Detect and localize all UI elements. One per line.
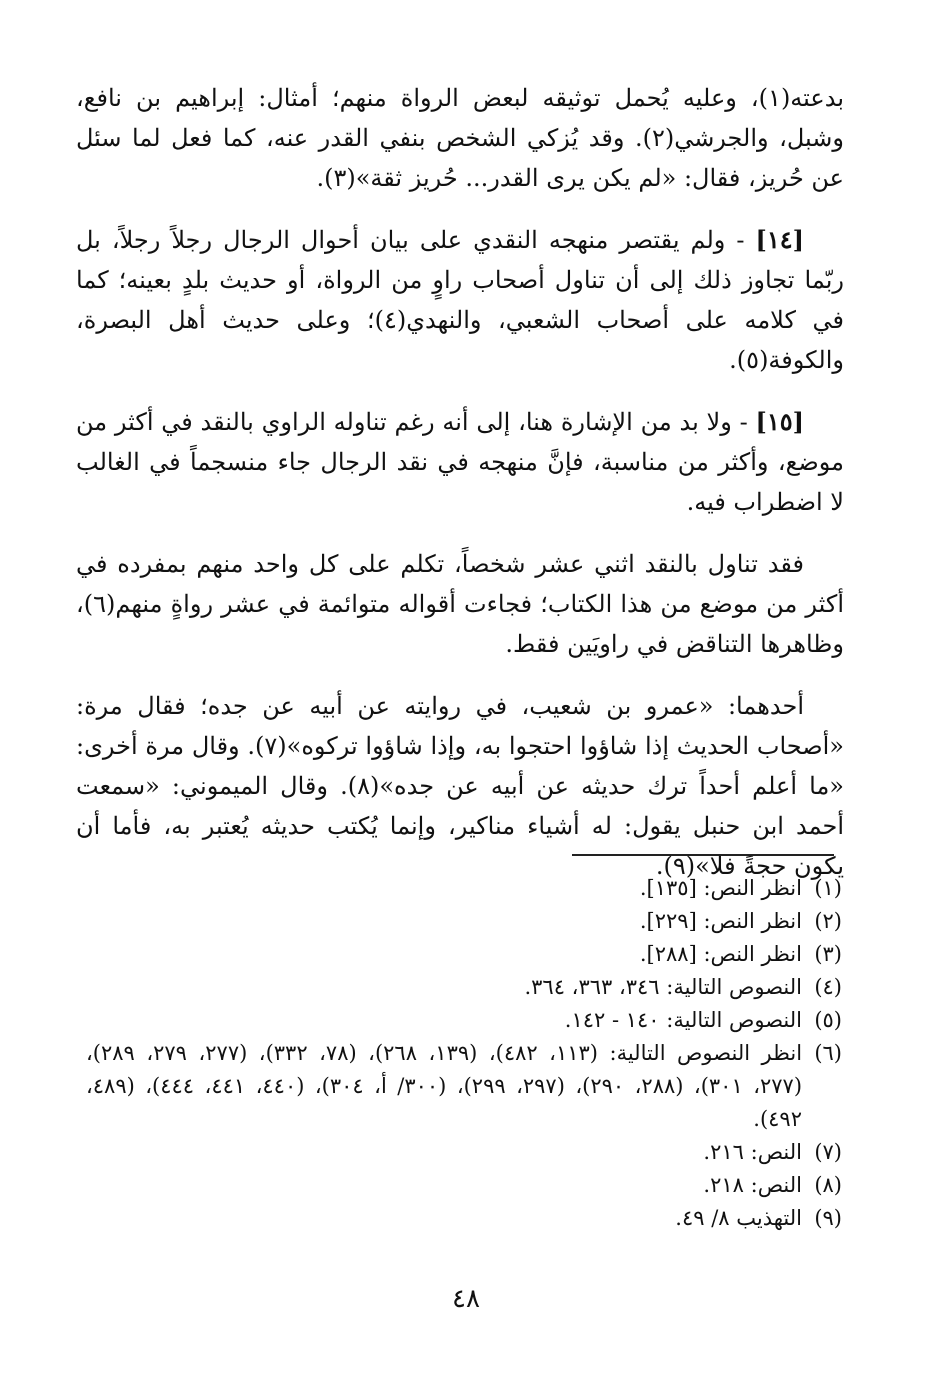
footnote-number: (٥) — [814, 1008, 842, 1032]
paragraph-text: أحدهما: «عمرو بن شعيب، في روايته عن أبيه عن جده؛ فقال مرة: «أصحاب الحديث إذا شاؤوا احتجوا به، وإذا شاؤوا تركوه»(٧). وقال مرة أخرى: «ما أعلم أحداً ترك حديثه عن أبيه عن جده»(٨). وقال الميموني: «سمعت أحمد ابن حنبل يقول: له أشياء مناكير، وإنما يُكتب حديثه يُعتبر به، فأما أن يكون حجةً فلا»(٩). — [76, 692, 844, 880]
paragraph-14 — [76, 220, 844, 380]
footnote-number: (٦) — [814, 1041, 842, 1065]
footnote — [86, 1202, 842, 1235]
footnote-number: (٤) — [814, 975, 842, 999]
footnote-number: (٩) — [814, 1206, 842, 1230]
footnote — [86, 1136, 842, 1169]
footnotes — [86, 872, 842, 1235]
footnote — [86, 1004, 842, 1037]
footnote-text: انظر النص: [١٣٥]. — [639, 876, 802, 900]
footnote-text: التهذيب ٨/ ٤٩. — [675, 1206, 802, 1230]
footnote-number: (٢) — [814, 909, 842, 933]
footnote — [86, 872, 842, 905]
paragraph-4 — [76, 544, 844, 664]
footnote-text: النصوص التالية: ١٤٠ - ١٤٢. — [564, 1008, 802, 1032]
paragraph-number: [١٤] — [755, 225, 804, 254]
footnote — [86, 1169, 842, 1202]
page-number: ٤٨ — [452, 1284, 480, 1314]
paragraph-text: بدعته(١)، وعليه يُحمل توثيقه لبعض الرواة منهم؛ أمثال: إبراهيم بن نافع، وشبل، والجرشي(٢). وقد يُزكي الشخص بنفي القدر عنه، كما فعل لما سئل عن حُريز، فقال: «لم يكن يرى القدر... حُريز ثقة»(٣). — [76, 84, 845, 192]
footnote-text: انظر النص: [٢٢٩]. — [639, 909, 802, 933]
paragraph-text: - ولم يقتصر منهجه النقدي على بيان أحوال الرجال رجلاً رجلاً، بل ربّما تجاوز ذلك إلى أن تناول أصحاب راوٍ من الرواة، أو حديث بلدٍ بعينه؛ كما في كلامه على أصحاب الشعبي، والنهدي(٤)؛ وعلى حديث أهل البصرة، والكوفة(٥). — [76, 226, 844, 374]
footnote-text: النص: ٢١٨. — [703, 1173, 802, 1197]
paragraph-text: فقد تناول بالنقد اثني عشر شخصاً، تكلم على كل واحد منهم بمفرده في أكثر من موضع من هذا الكتاب؛ فجاءت أقواله متوائمة في عشر رواةٍ منهم(٦)، وظاهرها التناقض في راويَين فقط. — [76, 550, 844, 658]
paragraph-number: [١٥] — [755, 407, 804, 436]
footnote-text: انظر النص: [٢٨٨]. — [639, 942, 802, 966]
footnote — [86, 971, 842, 1004]
footnote-number: (٧) — [814, 1140, 842, 1164]
body-text — [76, 78, 844, 908]
footnote-text: انظر النصوص التالية: (١١٣، ٤٨٢)، (١٣٩، ٢٦٨)، (٧٨، ٣٣٢)، (٢٧٧، ٢٧٩، ٢٨٩)، (٢٧٧، ٣٠١)، (٢٨٨، ٢٩٠)، (٢٩٧، ٢٩٩)، (٣٠٠/ أ، ٣٠٤)، (٤٤٠، ٤٤١، ٤٤٤)، (٤٨٩، ٤٩٢). — [86, 1041, 803, 1131]
footnote — [86, 1037, 842, 1136]
footnote-number: (١) — [814, 876, 842, 900]
paragraph-1 — [76, 78, 844, 198]
paragraph-15 — [76, 402, 844, 522]
paragraph-text: - ولا بد من الإشارة هنا، إلى أنه رغم تناوله الراوي بالنقد في أكثر من موضع، وأكثر من مناسبة، فإنَّ منهجه في نقد الرجال جاء منسجماً في الغالب لا اضطراب فيه. — [76, 408, 844, 516]
footnote-number: (٨) — [814, 1173, 842, 1197]
footnote-number: (٣) — [814, 942, 842, 966]
footnote-separator — [572, 854, 834, 856]
footnote-text: النص: ٢١٦. — [703, 1140, 802, 1164]
footnote-text: النصوص التالية: ٣٤٦، ٣٦٣، ٣٦٤. — [524, 975, 802, 999]
footnote — [86, 938, 842, 971]
paragraph-5 — [76, 686, 844, 886]
footnote — [86, 905, 842, 938]
